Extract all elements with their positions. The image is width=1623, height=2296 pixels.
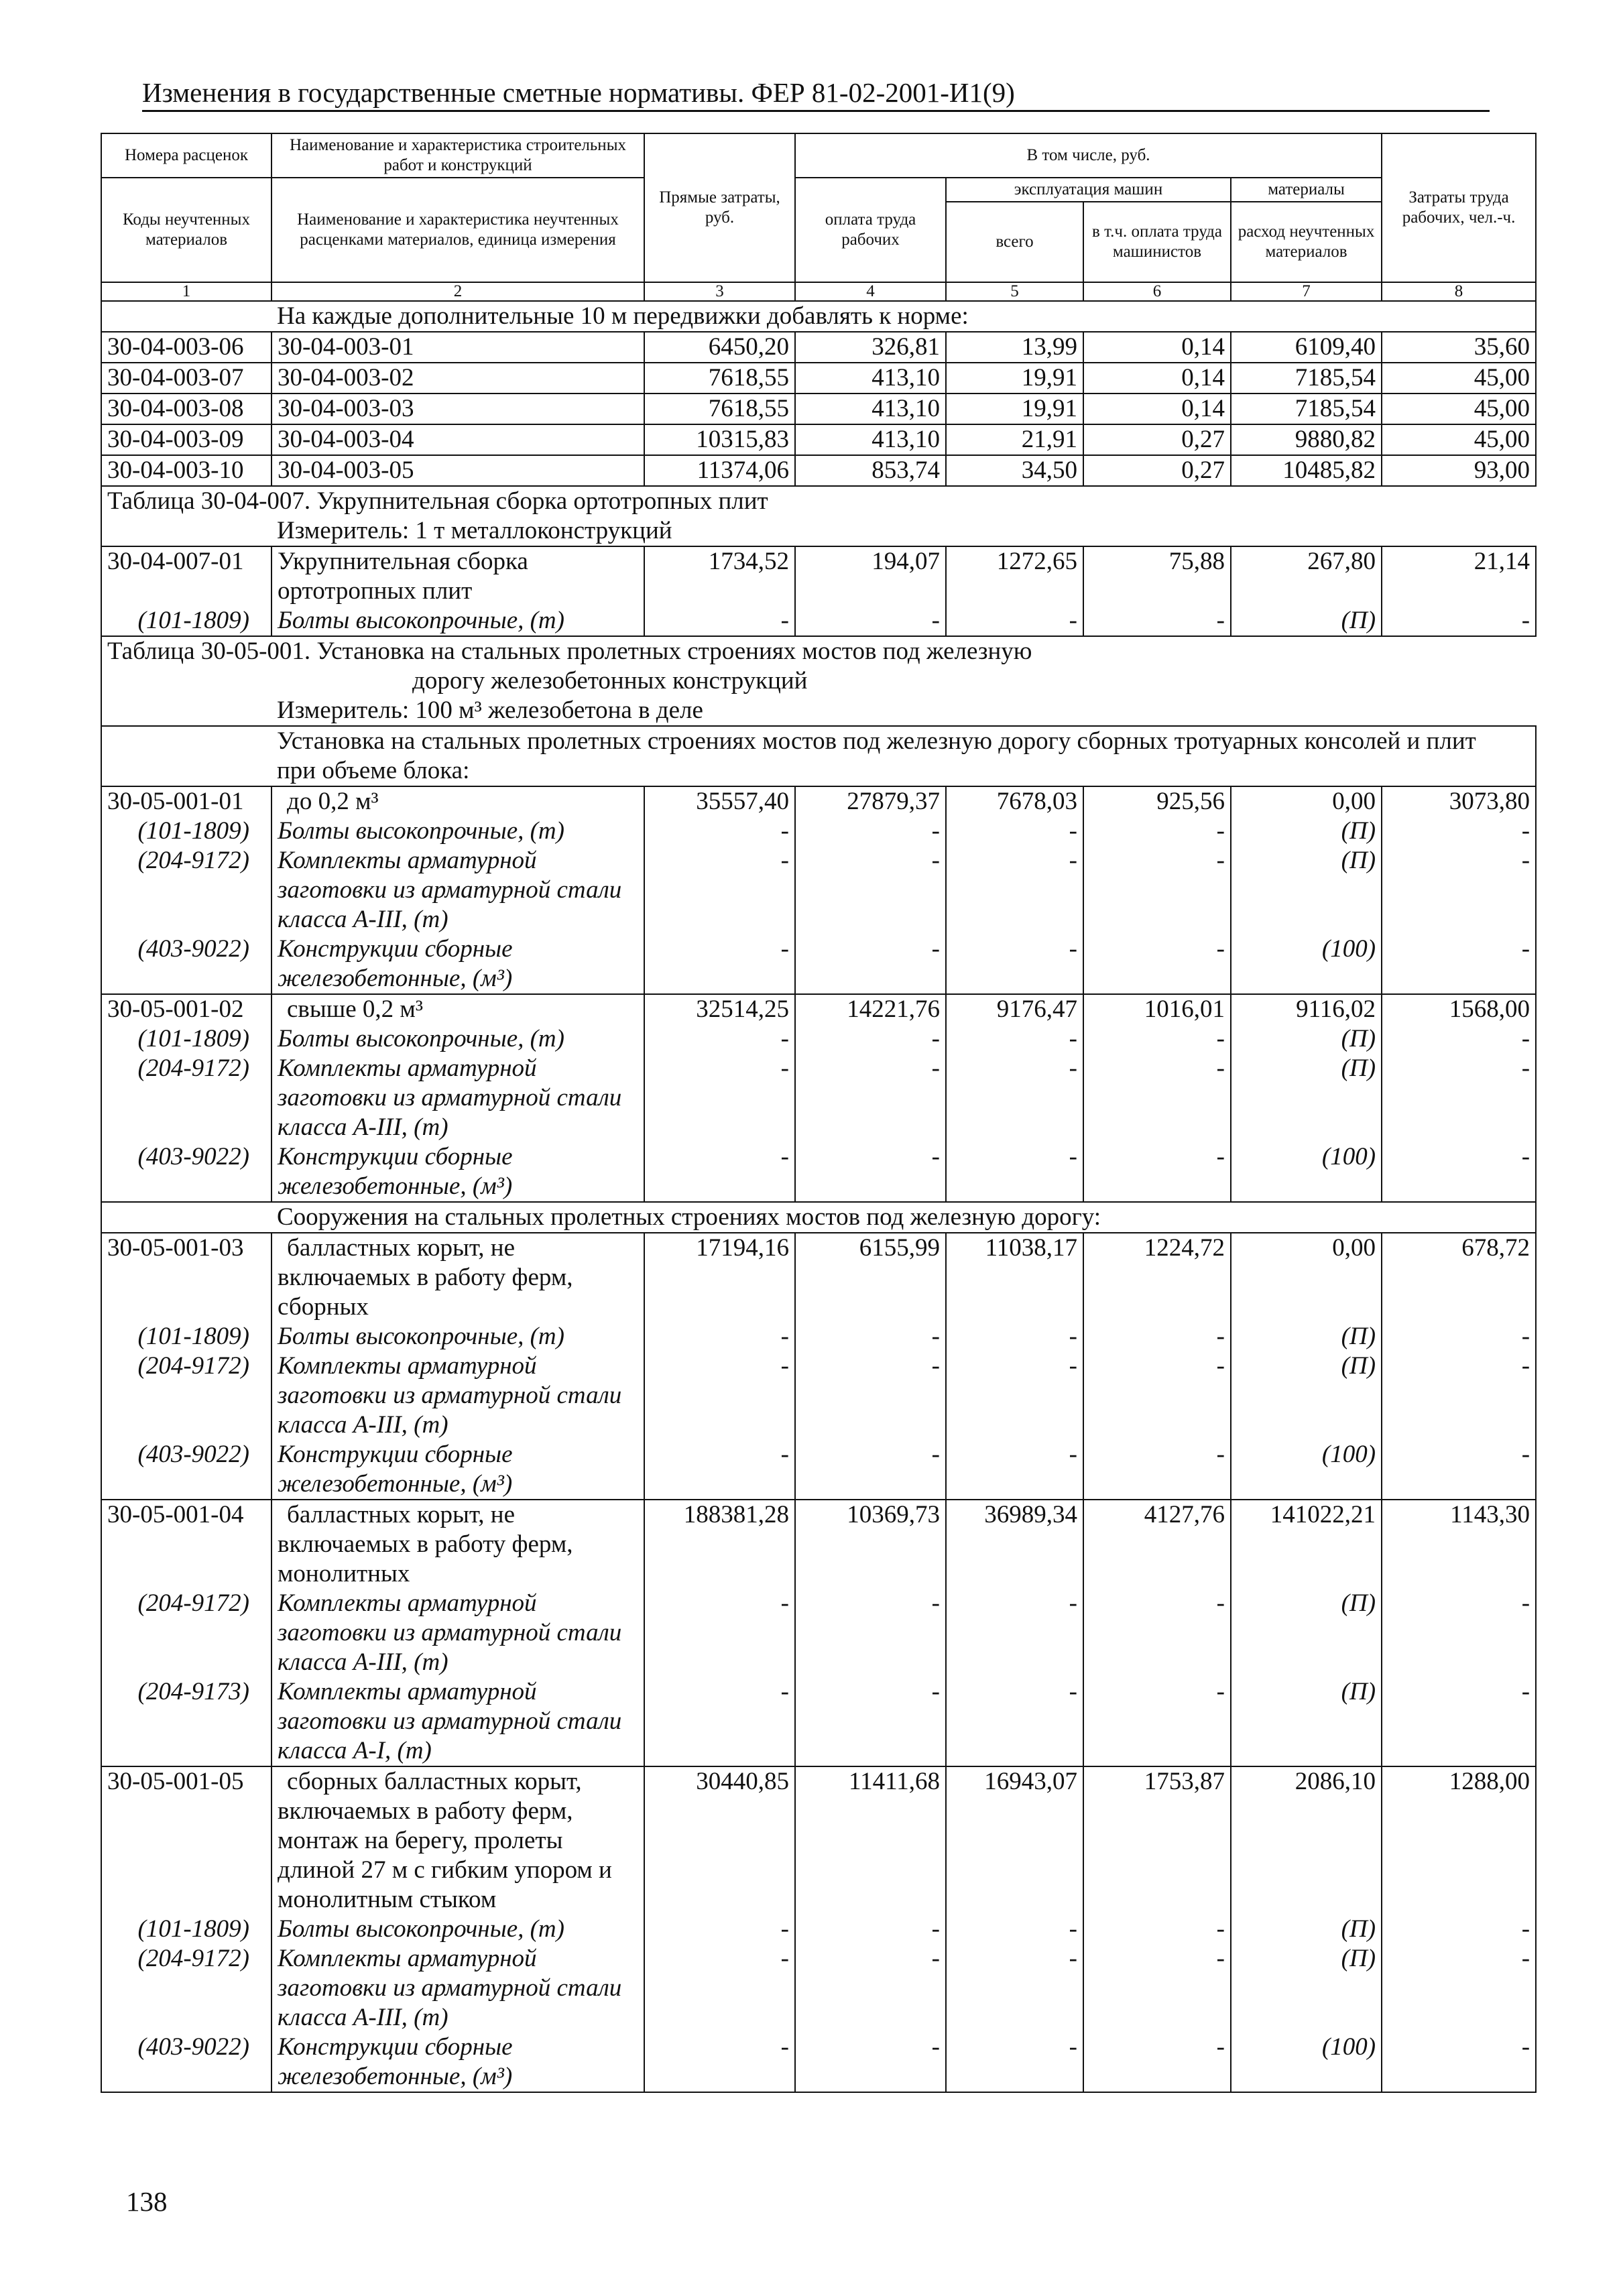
table3-note2: Сооружения на стальных пролетных строениях мостов под железную дорогу: bbox=[272, 1202, 1536, 1233]
hdr-machines: эксплуатация машин bbox=[946, 178, 1231, 202]
table3-measure: Измеритель: 100 м³ железобетона в деле bbox=[272, 696, 1536, 726]
table3-title-row2 bbox=[101, 666, 1536, 696]
table-row: 30-04-007-01 Укрупнительная сборка ортотропных плит 1734,52 194,07 1272,65 75,88 267,80 21,14 bbox=[101, 546, 1536, 606]
table-row: 30-04-003-08 30-04-003-03 7618,55 413,10 19,91 0,14 7185,54 45,00 bbox=[101, 394, 1536, 424]
material-row: (403-9022) Конструкции сборные железобетонные, (м³) - - - - (100) - bbox=[101, 1142, 1536, 1202]
table-row: 30-05-001-03 балластных корыт, не включаемых в работу ферм, сборных 17194,16 6155,99 11038,17 1224,72 0,00 678,72 bbox=[101, 1233, 1536, 1322]
hdr-rate-numbers: Номера расценок bbox=[101, 133, 272, 178]
table-row: 30-04-003-06 30-04-003-01 6450,20 326,81 13,99 0,14 6109,40 35,60 bbox=[101, 332, 1536, 363]
material-row: (101-1809) Болты высокопрочные, (т) - - - - (П) - bbox=[101, 1915, 1536, 1944]
hdr-materials: материалы bbox=[1231, 178, 1382, 202]
hdr-direct-costs: Прямые затраты, руб. bbox=[644, 133, 795, 282]
block1-note-row bbox=[101, 301, 1536, 332]
material-row: (204-9172) Комплекты арматурной заготовки из арматурной стали класса А-III, (т) - - - - (П) - bbox=[101, 1351, 1536, 1440]
material-row: (204-9172) Комплекты арматурной заготовки из арматурной стали класса А-III, (т) - - - - (П) - bbox=[101, 846, 1536, 934]
table2-title: Таблица 30-04-007. Укрупнительная сборка ортотропных плит bbox=[101, 486, 1536, 516]
table2-measure: Измеритель: 1 т металлоконструкций bbox=[272, 516, 1536, 546]
hdr-worker-pay: оплата труда рабочих bbox=[795, 178, 946, 282]
table2-measure-row bbox=[101, 516, 1536, 546]
hdr-including: В том числе, руб. bbox=[795, 133, 1382, 178]
table3-note1: Установка на стальных пролетных строениях мостов под железную дорогу сборных тротуарных консолей и плит при объеме блока: bbox=[272, 726, 1536, 786]
block1-note: На каждые дополнительные 10 м передвижки добавлять к норме: bbox=[272, 301, 1536, 332]
table-row: 30-04-003-10 30-04-003-05 11374,06 853,74 34,50 0,27 10485,82 93,00 bbox=[101, 455, 1536, 486]
table-row: 30-04-003-09 30-04-003-04 10315,83 413,10 21,91 0,27 9880,82 45,00 bbox=[101, 424, 1536, 455]
hdr-material-name: Наименование и характеристика неучтенных расценками материалов, единица измерения bbox=[272, 178, 644, 282]
material-row: (101-1809) Болты высокопрочные, (т) - - - - (П) - bbox=[101, 1024, 1536, 1054]
hdr-machines-total: всего bbox=[946, 202, 1083, 282]
hdr-material-consumption: расход неучтенных материалов bbox=[1231, 202, 1382, 282]
material-row: (101-1809) Болты высокопрочные, (т) - - - - (П) - bbox=[101, 817, 1536, 846]
table3-note1-row bbox=[101, 726, 1536, 786]
material-row: (204-9173) Комплекты арматурной заготовки из арматурной стали класса А-I, (т) - - - - (П) - bbox=[101, 1677, 1536, 1766]
table3-title: Таблица 30-05-001. Установка на стальных пролетных строениях мостов под железную bbox=[101, 636, 1536, 666]
table3-note2-row bbox=[101, 1202, 1536, 1233]
hdr-machinist-pay: в т.ч. оплата труда машинистов bbox=[1083, 202, 1231, 282]
hdr-labor-costs: Затраты труда рабочих, чел.-ч. bbox=[1382, 133, 1536, 282]
column-numbers: 1 2 3 4 5 6 7 8 bbox=[101, 282, 1536, 301]
table-row: 30-05-001-02 свыше 0,2 м³ 32514,25 14221,76 9176,47 1016,01 9116,02 1568,00 bbox=[101, 994, 1536, 1024]
material-row: (101-1809) Болты высокопрочные, (т) - - - - (П) - bbox=[101, 606, 1536, 636]
table3-measure-row bbox=[101, 696, 1536, 726]
hdr-work-name: Наименование и характеристика строительных работ и конструкций bbox=[272, 133, 644, 178]
material-row: (403-9022) Конструкции сборные железобетонные, (м³) - - - - (100) - bbox=[101, 1440, 1536, 1500]
material-row: (403-9022) Конструкции сборные железобетонные, (м³) - - - - (100) - bbox=[101, 2033, 1536, 2092]
table3-title-line2: дорогу железобетонных конструкций bbox=[412, 667, 808, 694]
table-row: 30-05-001-04 балластных корыт, не включаемых в работу ферм, монолитных 188381,28 10369,73 36989,34 4127,76 141022,21 1143,30 bbox=[101, 1500, 1536, 1589]
material-row: (204-9172) Комплекты арматурной заготовки из арматурной стали класса А-III, (т) - - - - (П) - bbox=[101, 1589, 1536, 1677]
material-row: (204-9172) Комплекты арматурной заготовки из арматурной стали класса А-III, (т) - - - - (П) - bbox=[101, 1944, 1536, 2033]
table2-title-row bbox=[101, 486, 1536, 516]
material-row: (204-9172) Комплекты арматурной заготовки из арматурной стали класса А-III, (т) - - - - (П) - bbox=[101, 1054, 1536, 1142]
material-row: (101-1809) Болты высокопрочные, (т) - - - - (П) - bbox=[101, 1322, 1536, 1351]
hdr-material-codes: Коды неучтенных материалов bbox=[101, 178, 272, 282]
table-row: 30-05-001-01 до 0,2 м³ 35557,40 27879,37 7678,03 925,56 0,00 3073,80 bbox=[101, 786, 1536, 817]
page-header: Изменения в государственные сметные нормативы. ФЕР 81-02-2001-И1(9) bbox=[142, 75, 1490, 112]
page-number: 138 bbox=[126, 2186, 168, 2217]
material-row: (403-9022) Конструкции сборные железобетонные, (м³) - - - - (100) - bbox=[101, 934, 1536, 994]
table-row: 30-04-003-07 30-04-003-02 7618,55 413,10 19,91 0,14 7185,54 45,00 bbox=[101, 363, 1536, 394]
table-row: 30-05-001-05 сборных балластных корыт, включаемых в работу ферм, монтаж на берегу, пролеты длиной 27 м с гибким упором и монолитным стыком 30440,85 11411,68 16943,07 1753,87 2086,10 1288,00 bbox=[101, 1766, 1536, 1915]
table-header bbox=[101, 133, 1536, 301]
table3-title-row bbox=[101, 636, 1536, 666]
estimate-table bbox=[101, 133, 1537, 2093]
